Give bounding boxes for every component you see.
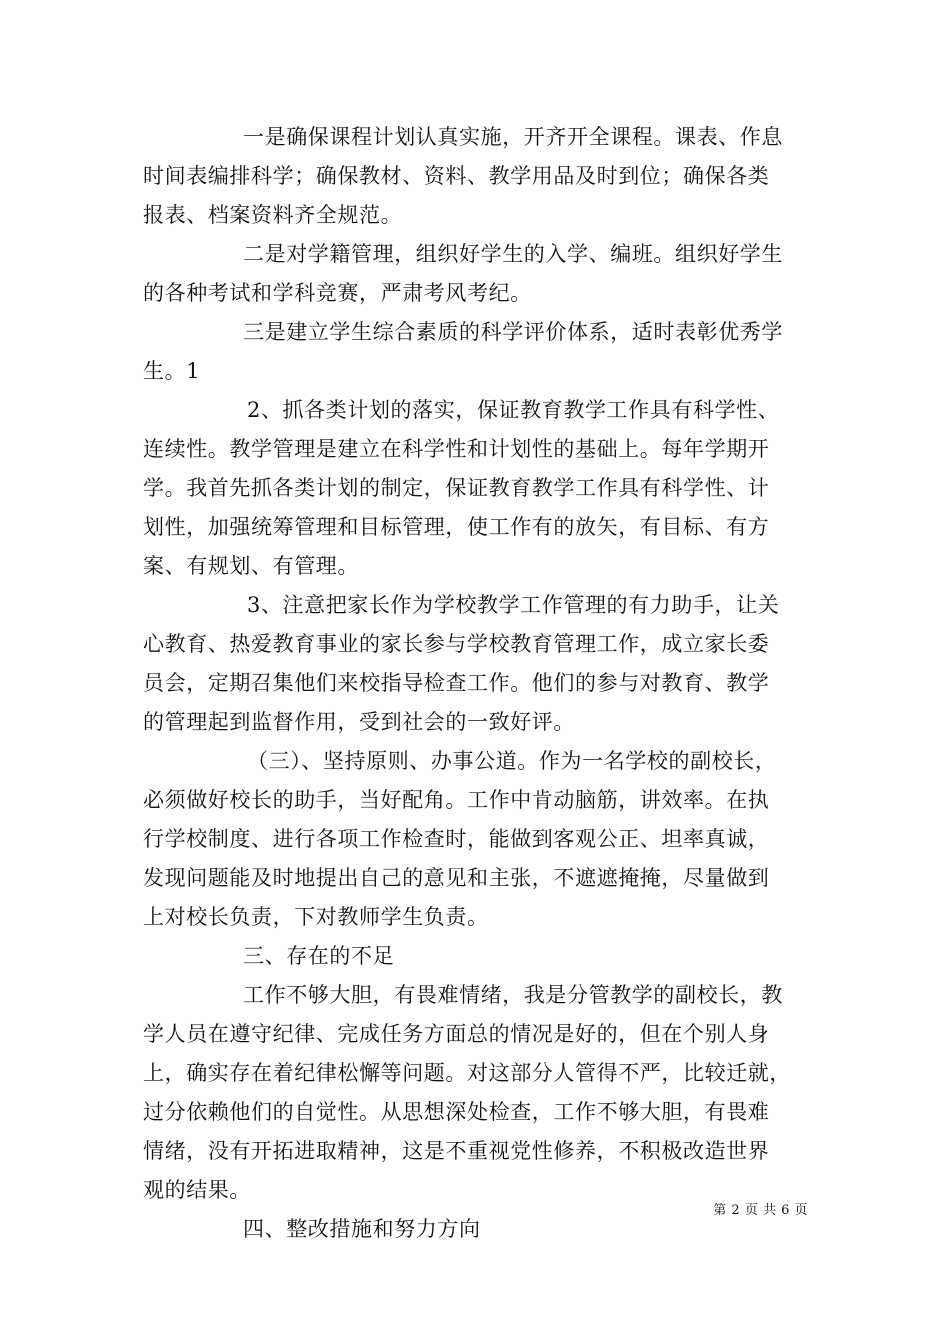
text-line: 划性，加强统筹管理和目标管理，使工作有的放矢，有目标、有方 xyxy=(143,515,770,539)
paragraph-course-plan xyxy=(143,118,808,235)
text-line: 学。我首先抓各类计划的制定，保证教育教学工作具有科学性、计 xyxy=(143,476,770,500)
text-line: 连续性。教学管理是建立在科学性和计划性的基础上。每年学期开 xyxy=(143,437,770,461)
heading-shortcomings xyxy=(143,937,808,976)
text-line: 生。1 xyxy=(143,359,201,383)
text-line: 学人员在遵守纪律、完成任务方面总的情况是好的，但在个别人身 xyxy=(143,1022,770,1046)
text-line: 观的结果。 xyxy=(143,1178,251,1202)
text-line: 三是建立学生综合素质的科学评价体系，适时表彰优秀学 xyxy=(243,320,783,344)
text-line: 工作不够大胆，有畏难情绪，我是分管教学的副校长，教 xyxy=(243,983,783,1007)
text-line: 发现问题能及时地提出自己的意见和主张，不遮遮掩掩，尽量做到 xyxy=(143,866,770,890)
page-number: 第 2 页 共 6 页 xyxy=(713,1203,808,1218)
text-line: 三、存在的不足 xyxy=(243,944,395,968)
text-line: 报表、档案资料齐全规范。 xyxy=(143,203,403,227)
paragraph-shortcomings xyxy=(143,976,808,1210)
text-line: 情绪，没有开拓进取精神，这是不重视党性修养，不积极改造世界 xyxy=(143,1139,770,1163)
text-line: 心教育、热爱教育事业的家长参与学校教育管理工作，成立家长委 xyxy=(143,632,770,656)
text-line: 上，确实存在着纪律松懈等问题。对这部分人管得不严，比较迁就， xyxy=(143,1061,791,1085)
document-body xyxy=(143,118,808,1249)
text-line: 的各种考试和学科竞赛，严肃考风考纪。 xyxy=(143,281,532,305)
text-line: （三）、坚持原则、办事公道。作为一名学校的副校长， xyxy=(247,749,777,773)
text-line: 四、整改措施和努力方向 xyxy=(243,1217,481,1241)
text-line: 的管理起到监督作用，受到社会的一致好评。 xyxy=(143,710,575,734)
paragraph-plans xyxy=(143,391,808,586)
text-line: 上对校长负责，下对教师学生负责。 xyxy=(143,905,489,929)
text-line: 一是确保课程计划认真实施，开齐开全课程。课表、作息 xyxy=(243,125,783,149)
paragraph-principles xyxy=(143,742,808,937)
text-line: 必须做好校长的助手，当好配角。工作中肯动脑筋，讲效率。在执 xyxy=(143,788,770,812)
text-line: 时间表编排科学；确保教材、资料、教学用品及时到位；确保各类 xyxy=(143,164,770,188)
text-line: 行学校制度、进行各项工作检查时，能做到客观公正、坦率真诚， xyxy=(143,827,770,851)
text-line: 员会，定期召集他们来校指导检查工作。他们的参与对教育、教学 xyxy=(143,671,770,695)
paragraph-student-status xyxy=(143,235,808,313)
text-line: 2、抓各类计划的落实，保证教育教学工作具有科学性、 xyxy=(247,398,780,422)
paragraph-evaluation-system xyxy=(143,313,808,391)
text-line: 二是对学籍管理，组织好学生的入学、编班。组织好学生 xyxy=(243,242,783,266)
paragraph-parents xyxy=(143,586,808,742)
text-line: 过分依赖他们的自觉性。从思想深处检查，工作不够大胆，有畏难 xyxy=(143,1100,770,1124)
text-line: 3、注意把家长作为学校教学工作管理的有力助手，让关 xyxy=(247,593,780,617)
text-line: 案、有规划、有管理。 xyxy=(143,554,359,578)
